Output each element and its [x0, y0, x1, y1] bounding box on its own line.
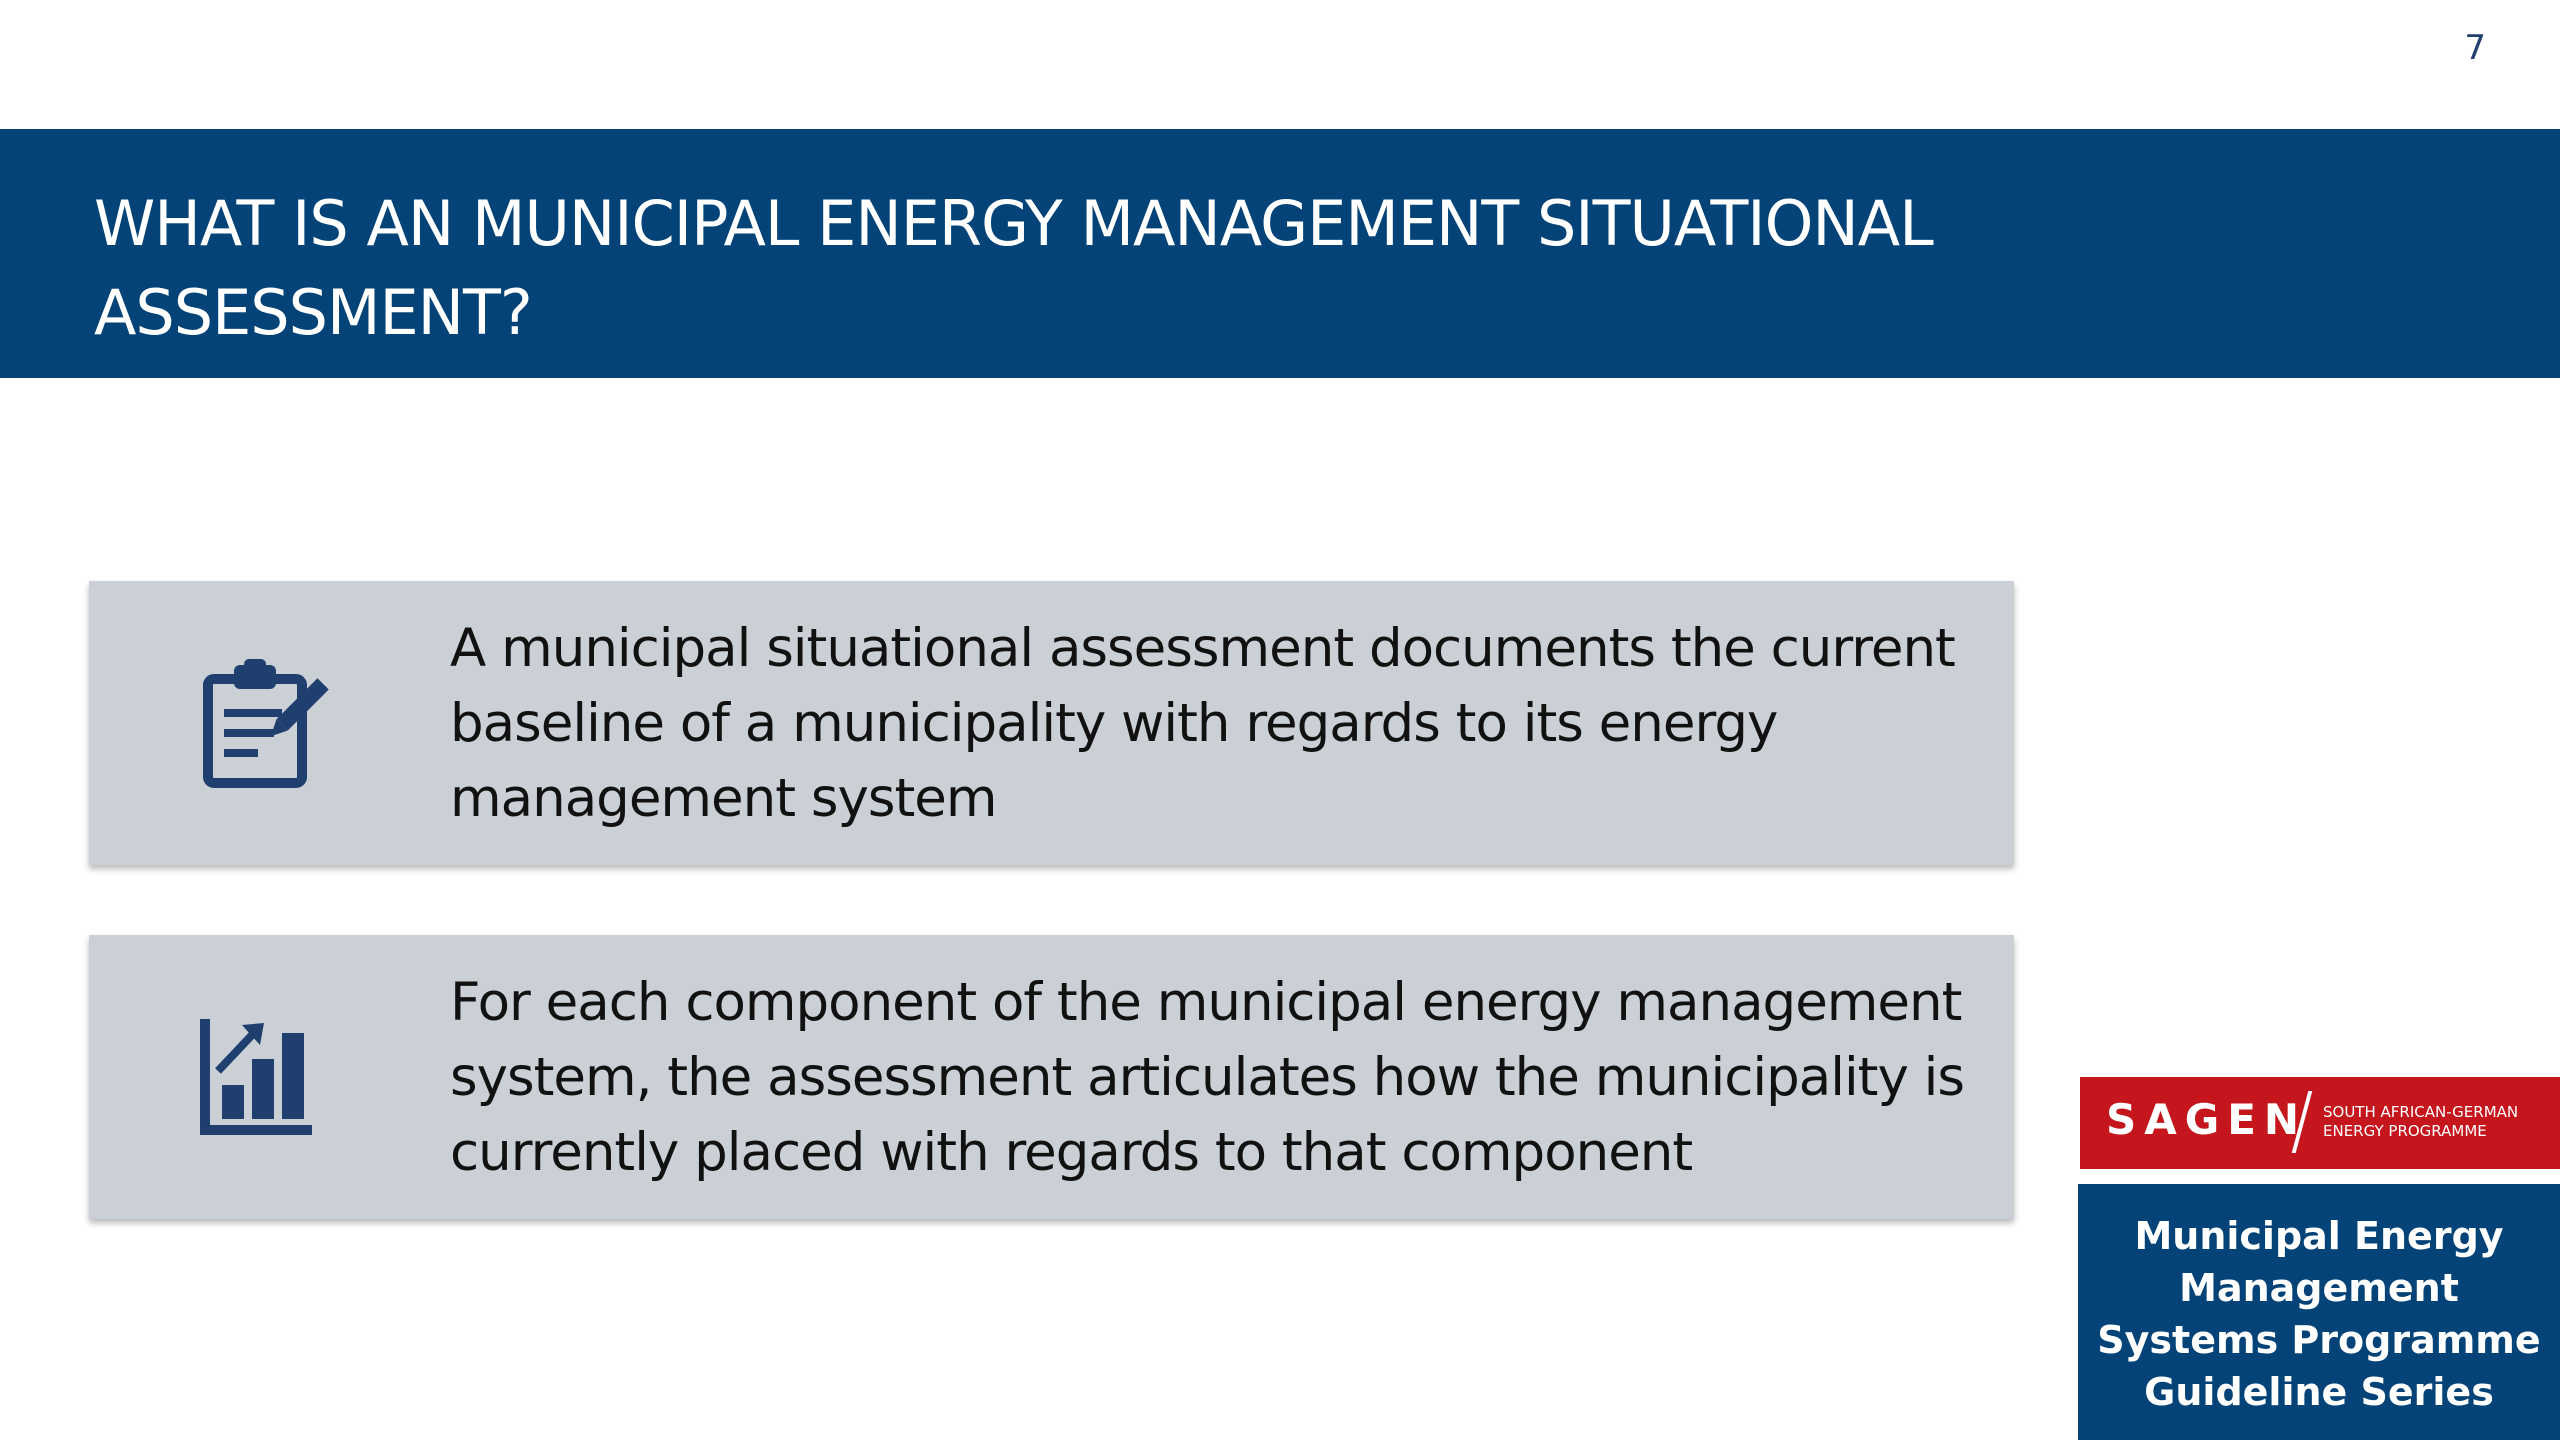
sagen-subtitle-line: SOUTH AFRICAN-GERMAN: [2323, 1103, 2519, 1121]
card-text: For each component of the municipal energy management system, the assessment articulates how the municipality is currently placed with regards to that component: [450, 972, 1965, 1183]
info-card-situational-assessment: [89, 581, 2014, 865]
sagen-subtitle-line: ENERGY PROGRAMME: [2323, 1122, 2487, 1140]
series-label: [2078, 1184, 2560, 1440]
card-text: A municipal situational assessment documents the current baseline of a municipality with regards to its energy management system: [450, 618, 1955, 829]
slide-title: WHAT IS AN MUNICIPAL ENERGY MANAGEMENT SITUATIONAL ASSESSMENT?: [94, 187, 1933, 349]
clipboard-edit-icon: [194, 653, 334, 793]
series-line: Guideline Series: [2144, 1370, 2494, 1414]
title-bar: [0, 129, 2560, 378]
series-line: Municipal Energy: [2134, 1214, 2504, 1258]
page-number: 7: [2464, 28, 2486, 68]
sagen-subtitle: [2323, 1103, 2555, 1141]
sagen-wordmark: SAGEN: [2106, 1095, 2308, 1144]
series-line: Systems Programme: [2097, 1318, 2541, 1362]
bar-chart-growth-icon: [194, 1007, 334, 1147]
sagen-logo: [2080, 1077, 2560, 1169]
series-line: Management: [2179, 1266, 2459, 1310]
info-card-assessment-components: [89, 935, 2014, 1219]
